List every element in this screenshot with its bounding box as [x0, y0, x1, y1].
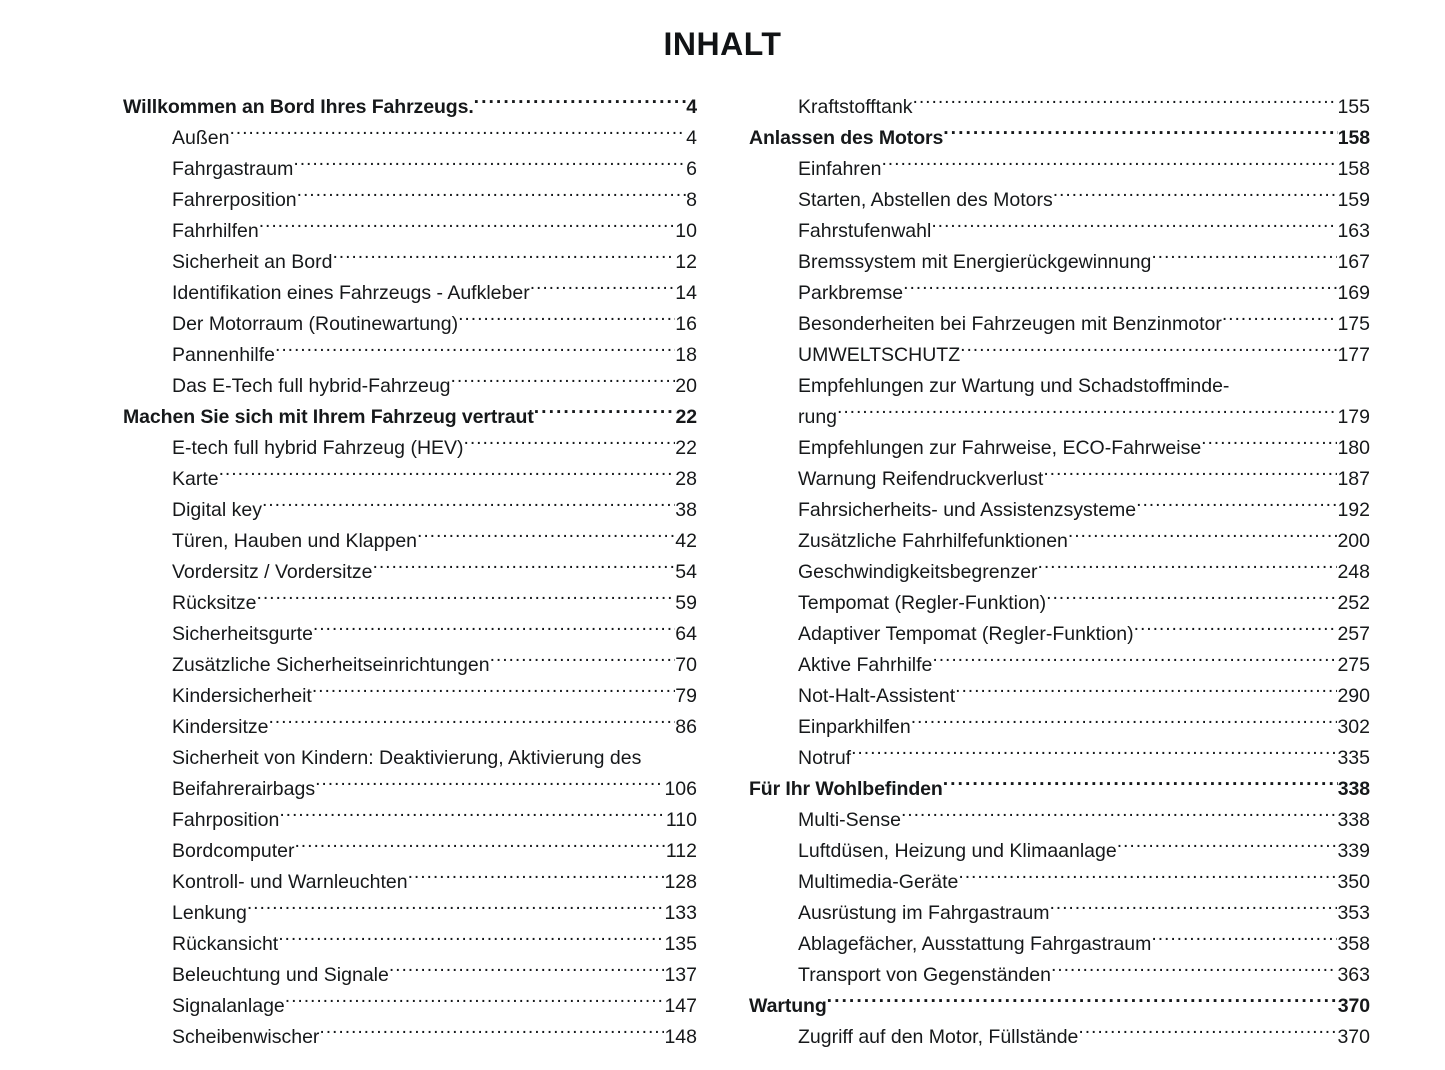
toc-entry-page-number: 70 — [675, 654, 697, 676]
toc-entry-page-number: 22 — [675, 437, 697, 459]
toc-subsection-entry[interactable] — [172, 123, 697, 154]
toc-entry-page-number: 20 — [675, 375, 697, 397]
dot-leader — [294, 838, 665, 858]
toc-section-entry[interactable] — [749, 774, 1370, 805]
toc-subsection-entry[interactable] — [172, 309, 697, 340]
dot-leader — [1049, 900, 1337, 920]
toc-entry-page-number: 187 — [1337, 468, 1370, 490]
toc-entry-page-number: 18 — [675, 344, 697, 366]
toc-section-entry[interactable] — [123, 92, 697, 123]
toc-subsection-entry[interactable] — [798, 712, 1370, 743]
toc-entry-label-cont: rung — [798, 406, 838, 428]
toc-subsection-entry[interactable] — [798, 1022, 1370, 1053]
toc-entry-page-number: 338 — [1337, 778, 1370, 800]
toc-subsection-entry[interactable] — [172, 588, 697, 619]
dot-leader — [1038, 559, 1338, 579]
toc-entry-label-cont: Beifahrerairbags — [172, 778, 316, 800]
toc-entry-page-number: 167 — [1337, 251, 1370, 273]
toc-entry-label: Einparkhilfen — [798, 716, 911, 738]
dot-leader — [268, 714, 675, 734]
toc-section-entry[interactable] — [749, 991, 1370, 1022]
dot-leader — [1043, 466, 1337, 486]
toc-subsection-entry[interactable] — [798, 867, 1370, 898]
toc-subsection-entry[interactable] — [798, 805, 1370, 836]
toc-entry-label: Geschwindigkeitsbegrenzer — [798, 561, 1038, 583]
toc-entry-page-number: 192 — [1337, 499, 1370, 521]
toc-subsection-entry[interactable] — [172, 247, 697, 278]
toc-entry-label: Türen, Hauben und Klappen — [172, 530, 418, 552]
toc-entry-page-number: 339 — [1337, 840, 1370, 862]
toc-entry-page-number: 59 — [675, 592, 697, 614]
dot-leader — [297, 187, 686, 207]
toc-subsection-entry[interactable] — [172, 836, 697, 867]
toc-entry-label: Anlassen des Motors — [749, 127, 944, 149]
toc-subsection-entry[interactable] — [172, 216, 697, 247]
toc-entry-page-number: 248 — [1337, 561, 1370, 583]
dot-leader — [960, 342, 1337, 362]
toc-entry-page-number: 177 — [1337, 344, 1370, 366]
toc-subsection-entry[interactable] — [172, 526, 697, 557]
toc-entry-page-number: 363 — [1337, 964, 1370, 986]
toc-entry-label: Sicherheit von Kindern: Deaktivierung, Aktivierung des — [172, 747, 642, 769]
dot-leader — [319, 1024, 664, 1044]
toc-entry-label: Sicherheitsgurte — [172, 623, 313, 645]
toc-entry-page-number: 350 — [1337, 871, 1370, 893]
toc-entry-label: Aktive Fahrhilfe — [798, 654, 933, 676]
toc-entry-label: Empfehlungen zur Wartung und Schadstoffminde- — [798, 375, 1230, 397]
toc-subsection-entry[interactable] — [172, 898, 697, 929]
toc-entry-page-number: 22 — [675, 406, 697, 428]
toc-entry-label: Not-Halt-Assistent — [798, 685, 956, 707]
dot-leader — [943, 776, 1338, 796]
toc-subsection-entry[interactable] — [798, 464, 1370, 495]
dot-leader — [913, 94, 1338, 114]
toc-entry-label: Einfahren — [798, 158, 882, 180]
dot-leader — [955, 683, 1337, 703]
toc-entry-page-number: 370 — [1337, 1026, 1370, 1048]
toc-subsection-entry[interactable] — [798, 154, 1370, 185]
dot-leader — [901, 807, 1337, 827]
dot-leader — [229, 125, 686, 145]
toc-subsection-entry[interactable] — [798, 898, 1370, 929]
toc-entry-label: Transport von Gegenständen — [798, 964, 1051, 986]
toc-entry-page-number: 38 — [675, 499, 697, 521]
dot-leader — [1051, 962, 1338, 982]
dot-leader — [1046, 590, 1337, 610]
toc-subsection-entry[interactable] — [172, 960, 697, 991]
toc-subsection-entry[interactable] — [172, 278, 697, 309]
toc-subsection-entry[interactable] — [798, 185, 1370, 216]
toc-entry-label: Beleuchtung und Signale — [172, 964, 389, 986]
toc-entry-label: Machen Sie sich mit Ihrem Fahrzeug vertraut — [123, 406, 534, 428]
toc-subsection-entry[interactable] — [172, 650, 697, 681]
toc-entry-label: Bremssystem mit Energierückgewinnung — [798, 251, 1152, 273]
dot-leader — [315, 776, 664, 796]
dot-leader — [1053, 187, 1338, 207]
toc-subsection-entry[interactable] — [798, 309, 1370, 340]
toc-entry-label: Notruf — [798, 747, 852, 769]
dot-leader — [837, 404, 1337, 424]
toc-entry-page-number: 335 — [1337, 747, 1370, 769]
toc-subsection-entry[interactable] — [798, 433, 1370, 464]
toc-subsection-entry[interactable] — [798, 619, 1370, 650]
toc-subsection-entry[interactable] — [172, 495, 697, 526]
toc-subsection-entry[interactable] — [172, 340, 697, 371]
toc-entry-page-number: 148 — [664, 1026, 697, 1048]
dot-leader — [408, 869, 665, 889]
dot-leader — [247, 900, 665, 920]
dot-leader — [278, 931, 664, 951]
toc-entry-page-number: 169 — [1337, 282, 1370, 304]
toc-subsection-entry[interactable] — [172, 433, 697, 464]
toc-entry-page-number: 338 — [1337, 809, 1370, 831]
toc-entry-label: Für Ihr Wohlbefinden — [749, 778, 943, 800]
toc-subsection-entry[interactable] — [172, 371, 697, 402]
toc-subsection-entry[interactable] — [798, 278, 1370, 309]
toc-entry-label: Fahrerposition — [172, 189, 297, 211]
dot-leader — [881, 156, 1337, 176]
toc-entry-label: Wartung — [749, 995, 827, 1017]
toc-entry-page-number: 257 — [1337, 623, 1370, 645]
dot-leader — [1134, 621, 1338, 641]
toc-entry-label: Empfehlungen zur Fahrweise, ECO-Fahrweise — [798, 437, 1202, 459]
dot-leader — [1068, 528, 1338, 548]
toc-entry-label: Parkbremse — [798, 282, 904, 304]
toc-subsection-entry[interactable] — [172, 464, 697, 495]
toc-subsection-entry[interactable] — [798, 836, 1370, 867]
dot-leader — [417, 528, 675, 548]
toc-entry-label: Adaptiver Tempomat (Regler-Funktion) — [798, 623, 1134, 645]
dot-leader — [219, 466, 676, 486]
dot-leader — [262, 497, 675, 517]
toc-subsection-entry[interactable] — [172, 712, 697, 743]
dot-leader — [451, 373, 676, 393]
toc-entry-label: Starten, Abstellen des Motors — [798, 189, 1053, 211]
toc-entry-label: Fahrsicherheits- und Assistenzsysteme — [798, 499, 1137, 521]
toc-entry-page-number: 6 — [686, 158, 697, 180]
toc-entry-label: Identifikation eines Fahrzeugs - Aufkleber — [172, 282, 530, 304]
dot-leader — [293, 156, 686, 176]
dot-leader — [373, 559, 676, 579]
toc-entry-page-number: 86 — [675, 716, 697, 738]
toc-entry-page-number: 353 — [1337, 902, 1370, 924]
toc-subsection-entry[interactable] — [798, 216, 1370, 247]
toc-entry-page-number: 180 — [1337, 437, 1370, 459]
toc-columns — [0, 92, 1445, 1053]
toc-column-left — [0, 92, 697, 1053]
toc-entry-page-number: 155 — [1337, 96, 1370, 118]
toc-entry-label: Pannenhilfe — [172, 344, 276, 366]
toc-subsection-entry[interactable] — [798, 929, 1370, 960]
toc-subsection-entry[interactable] — [172, 805, 697, 836]
dot-leader — [851, 745, 1337, 765]
dot-leader — [474, 94, 687, 114]
toc-entry-label: UMWELTSCHUTZ — [798, 344, 961, 366]
dot-leader — [490, 652, 676, 672]
dot-leader — [932, 652, 1337, 672]
toc-entry-label: Ausrüstung im Fahrgastraum — [798, 902, 1050, 924]
toc-entry-label: Kindersitze — [172, 716, 269, 738]
toc-entry-page-number: 370 — [1337, 995, 1370, 1017]
dot-leader — [943, 125, 1338, 145]
toc-subsection-entry[interactable] — [798, 340, 1370, 371]
dot-leader — [464, 435, 676, 455]
dot-leader — [1201, 435, 1337, 455]
dot-leader — [279, 807, 666, 827]
toc-entry-page-number: 112 — [665, 840, 697, 862]
dot-leader — [1151, 931, 1337, 951]
toc-section-entry[interactable] — [123, 402, 697, 433]
toc-entry-page-number: 16 — [675, 313, 697, 335]
toc-entry-label: Außen — [172, 127, 230, 149]
dot-leader — [313, 621, 675, 641]
dot-leader — [285, 993, 665, 1013]
dot-leader — [257, 590, 676, 610]
toc-entry-label: Der Motorraum (Routinewartung) — [172, 313, 459, 335]
dot-leader — [958, 869, 1337, 889]
dot-leader — [903, 280, 1337, 300]
toc-entry-page-number: 290 — [1337, 685, 1370, 707]
toc-subsection-entry[interactable] — [172, 929, 697, 960]
toc-entry-page-number: 302 — [1337, 716, 1370, 738]
toc-entry-label: Kraftstofftank — [798, 96, 913, 118]
toc-section-entry[interactable] — [749, 123, 1370, 154]
toc-entry-page-number: 4 — [686, 127, 697, 149]
toc-subsection-entry[interactable] — [172, 557, 697, 588]
toc-entry-page-number: 275 — [1337, 654, 1370, 676]
dot-leader — [259, 218, 676, 238]
dot-leader — [1117, 838, 1338, 858]
toc-entry-label: Lenkung — [172, 902, 247, 924]
toc-entry-label: Zugriff auf den Motor, Füllstände — [798, 1026, 1079, 1048]
toc-entry-label: E-tech full hybrid Fahrzeug (HEV) — [172, 437, 464, 459]
toc-entry-page-number: 133 — [664, 902, 697, 924]
toc-entry-page-number: 175 — [1337, 313, 1370, 335]
toc-entry-label: Digital key — [172, 499, 262, 521]
toc-entry-page-number: 10 — [675, 220, 697, 242]
dot-leader — [275, 342, 675, 362]
toc-entry-label: Fahrhilfen — [172, 220, 259, 242]
toc-column-right — [697, 92, 1445, 1053]
toc-entry-label: Bordcomputer — [172, 840, 295, 862]
toc-entry-label: Ablagefächer, Ausstattung Fahrgastraum — [798, 933, 1152, 955]
toc-subsection-entry[interactable] — [798, 588, 1370, 619]
dot-leader — [911, 714, 1338, 734]
toc-subsection-entry[interactable] — [172, 991, 697, 1022]
toc-entry-page-number: 358 — [1337, 933, 1370, 955]
page-title: INHALT — [663, 26, 782, 62]
toc-entry-page-number: 64 — [675, 623, 697, 645]
toc-subsection-entry[interactable] — [798, 743, 1370, 774]
toc-entry-page-number: 79 — [675, 685, 697, 707]
toc-subsection-entry[interactable] — [798, 92, 1370, 123]
toc-entry-page-number: 128 — [664, 871, 697, 893]
toc-entry-page-number: 179 — [1337, 406, 1370, 428]
toc-entry-page-number: 8 — [686, 189, 697, 211]
toc-subsection-entry[interactable] — [798, 650, 1370, 681]
dot-leader — [332, 249, 675, 269]
toc-entry-label: Das E-Tech full hybrid-Fahrzeug — [172, 375, 451, 397]
toc-entry-label: Vordersitz / Vordersitze — [172, 561, 373, 583]
toc-subsection-entry[interactable] — [798, 681, 1370, 712]
toc-entry-label: Zusätzliche Sicherheitseinrichtungen — [172, 654, 490, 676]
toc-subsection-entry[interactable] — [798, 371, 1370, 433]
toc-subsection-entry[interactable] — [172, 681, 697, 712]
toc-entry-page-number: 42 — [675, 530, 697, 552]
toc-entry-label: Multi-Sense — [798, 809, 901, 831]
dot-leader — [827, 993, 1338, 1013]
toc-entry-page-number: 12 — [675, 251, 697, 273]
toc-subsection-entry[interactable] — [798, 960, 1370, 991]
dot-leader — [1222, 311, 1338, 331]
dot-leader — [1078, 1024, 1337, 1044]
toc-entry-label: Besonderheiten bei Fahrzeugen mit Benzinmotor — [798, 313, 1222, 335]
toc-entry-page-number: 54 — [675, 561, 697, 583]
toc-entry-page-number: 159 — [1337, 189, 1370, 211]
toc-entry-label: Rückansicht — [172, 933, 279, 955]
toc-subsection-entry[interactable] — [172, 154, 697, 185]
toc-subsection-entry[interactable] — [798, 247, 1370, 278]
dot-leader — [931, 218, 1337, 238]
dot-leader — [389, 962, 665, 982]
toc-subsection-entry[interactable] — [172, 1022, 697, 1053]
toc-entry-page-number: 252 — [1337, 592, 1370, 614]
toc-subsection-entry[interactable] — [798, 495, 1370, 526]
toc-entry-label: Warnung Reifendruckverlust — [798, 468, 1044, 490]
toc-entry-label: Tempomat (Regler-Funktion) — [798, 592, 1047, 614]
toc-entry-page-number: 14 — [675, 282, 697, 304]
toc-entry-label: Signalanlage — [172, 995, 285, 1017]
toc-subsection-entry[interactable] — [798, 557, 1370, 588]
toc-entry-label: Luftdüsen, Heizung und Klimaanlage — [798, 840, 1117, 862]
toc-entry-label: Willkommen an Bord Ihres Fahrzeugs. — [123, 96, 474, 118]
toc-entry-label: Zusätzliche Fahrhilfefunktionen — [798, 530, 1068, 552]
dot-leader — [312, 683, 675, 703]
dot-leader — [1151, 249, 1337, 269]
toc-entry-page-number: 106 — [664, 778, 697, 800]
toc-entry-page-number: 158 — [1337, 158, 1370, 180]
toc-entry-label: Karte — [172, 468, 219, 490]
toc-subsection-entry[interactable] — [172, 185, 697, 216]
toc-entry-label: Fahrstufenwahl — [798, 220, 932, 242]
toc-entry-page-number: 158 — [1337, 127, 1370, 149]
toc-entry-label: Scheibenwischer — [172, 1026, 320, 1048]
toc-entry-label: Fahrgastraum — [172, 158, 294, 180]
toc-entry-label: Fahrposition — [172, 809, 280, 831]
toc-entry-label: Kindersicherheit — [172, 685, 312, 707]
toc-subsection-entry[interactable] — [172, 619, 697, 650]
toc-entry-page-number: 147 — [664, 995, 697, 1017]
toc-entry-label: Rücksitze — [172, 592, 257, 614]
toc-entry-label: Kontroll- und Warnleuchten — [172, 871, 408, 893]
toc-entry-label: Sicherheit an Bord — [172, 251, 333, 273]
toc-entry-label: Multimedia-Geräte — [798, 871, 959, 893]
toc-entry-page-number: 200 — [1337, 530, 1370, 552]
dot-leader — [1136, 497, 1337, 517]
toc-subsection-entry[interactable] — [172, 743, 697, 805]
dot-leader — [458, 311, 675, 331]
toc-entry-page-number: 110 — [665, 809, 697, 831]
dot-leader — [534, 404, 676, 424]
toc-entry-page-number: 137 — [664, 964, 697, 986]
dot-leader — [530, 280, 676, 300]
toc-entry-page-number: 28 — [675, 468, 697, 490]
toc-subsection-entry[interactable] — [798, 526, 1370, 557]
toc-subsection-entry[interactable] — [172, 867, 697, 898]
toc-entry-page-number: 163 — [1337, 220, 1370, 242]
toc-entry-page-number: 135 — [664, 933, 697, 955]
toc-entry-page-number: 4 — [686, 96, 697, 118]
